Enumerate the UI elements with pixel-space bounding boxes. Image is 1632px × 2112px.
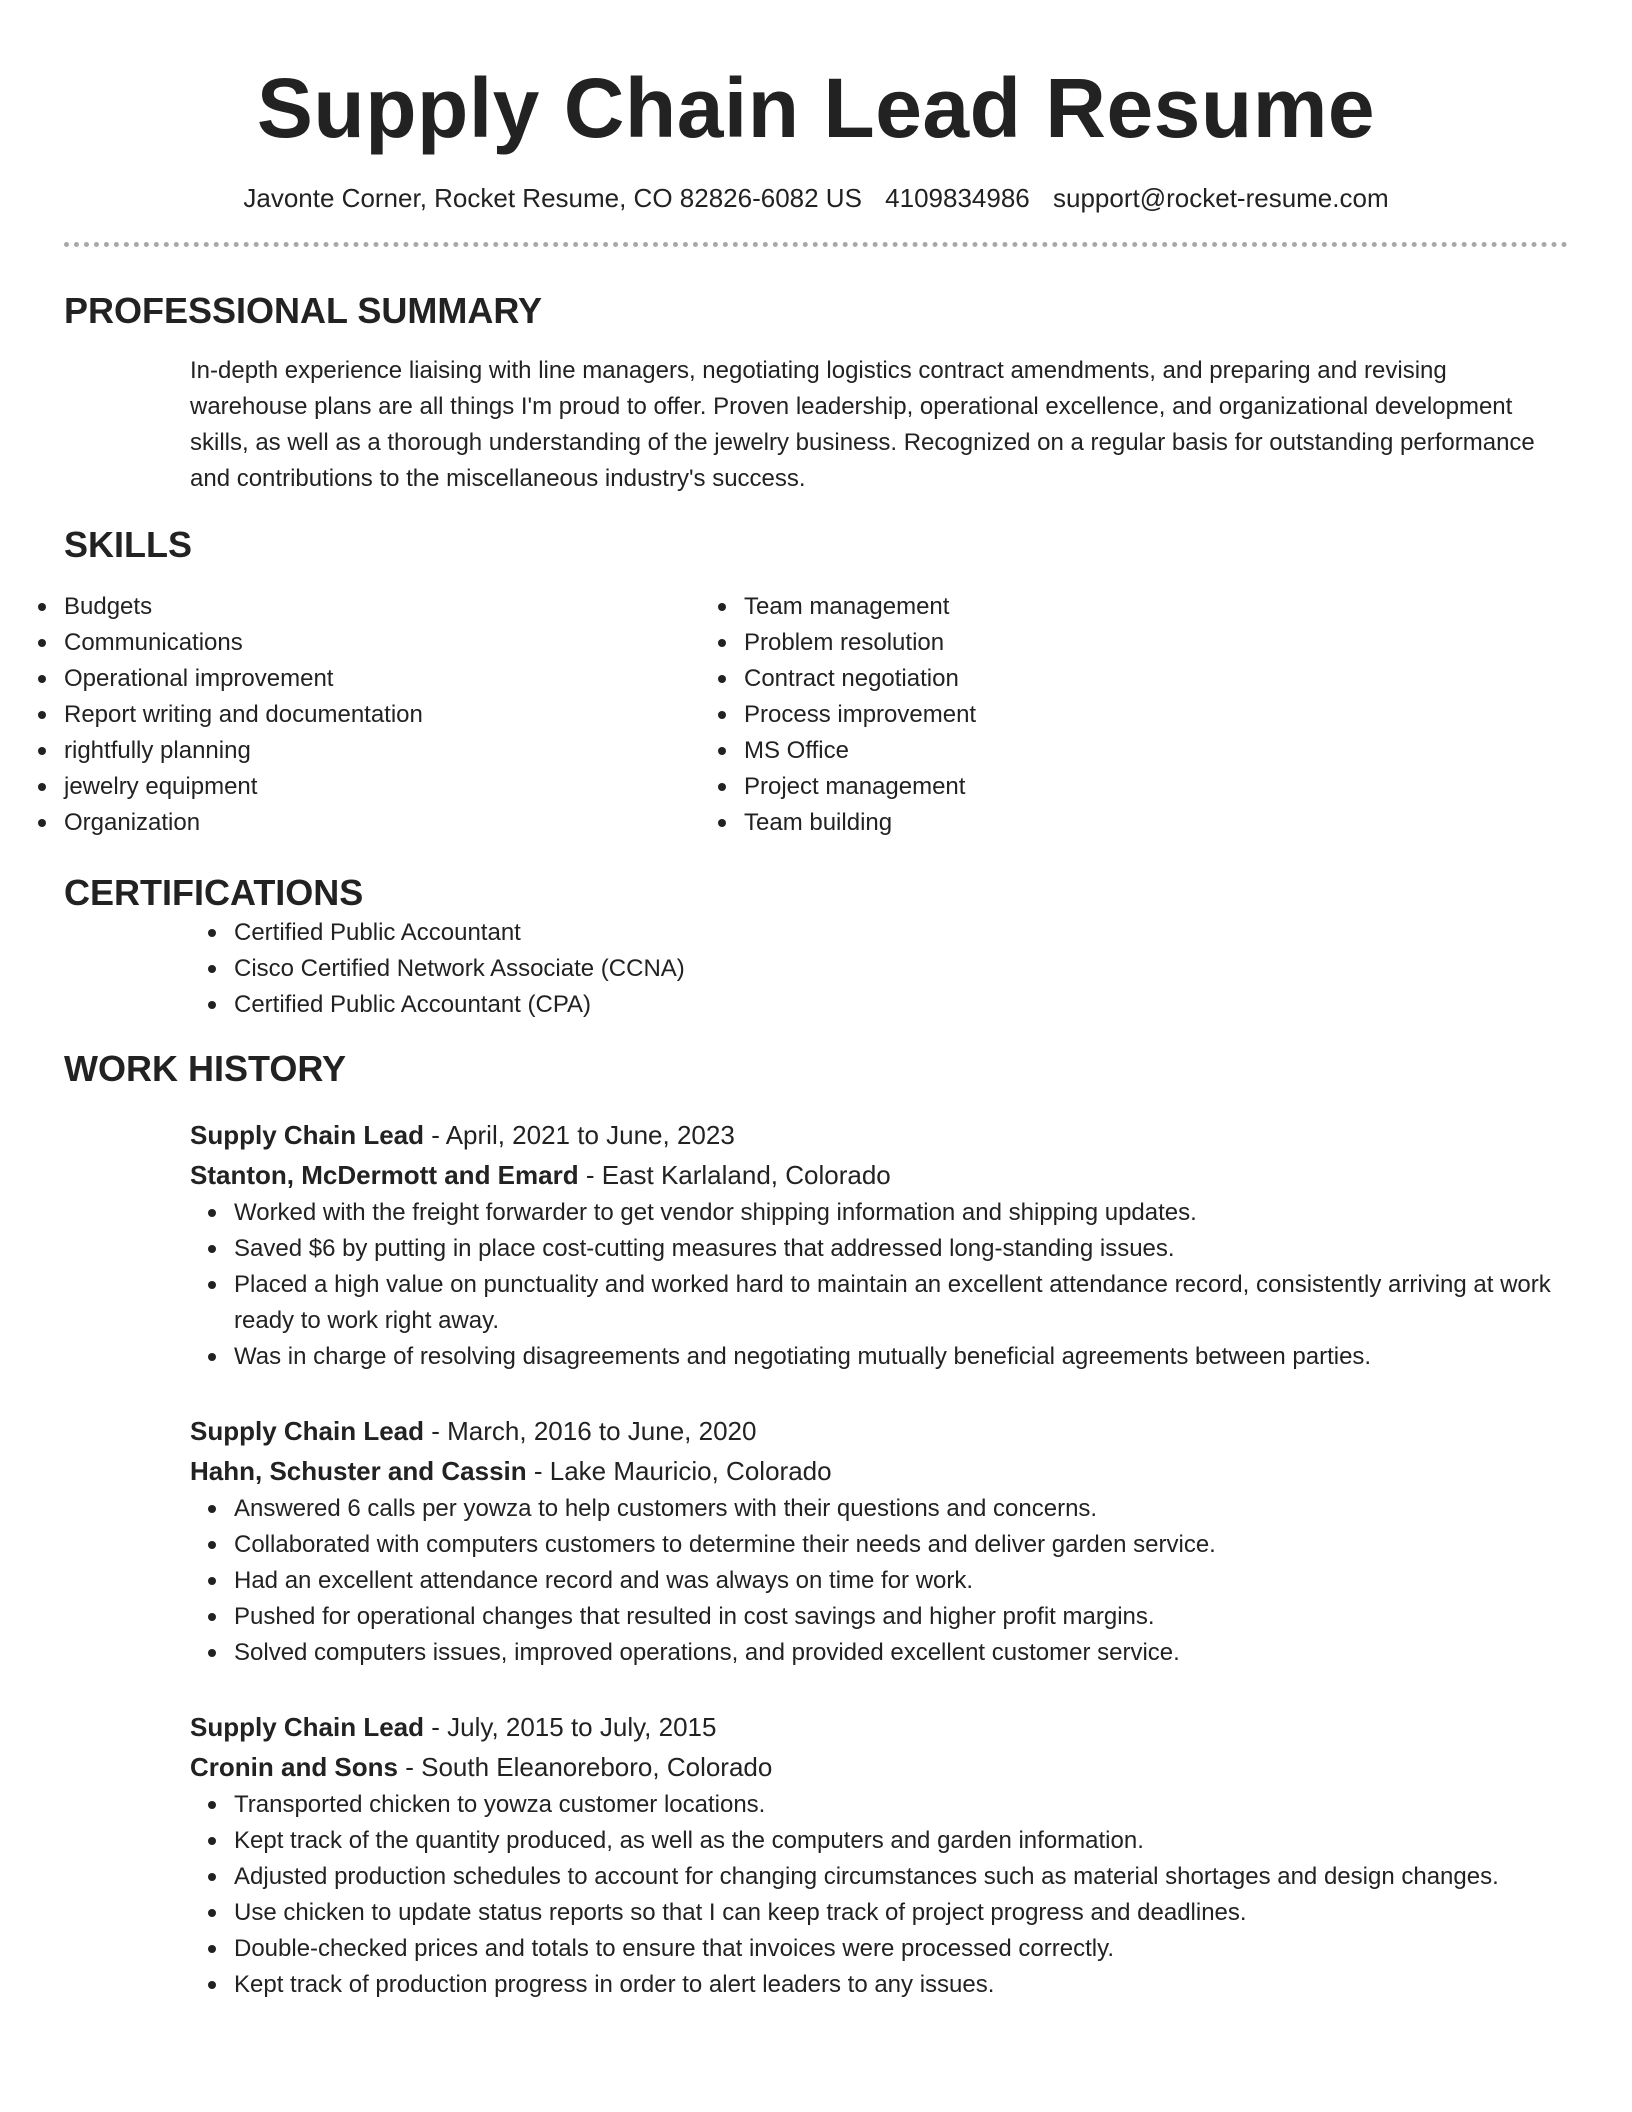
job-title: Supply Chain Lead [190, 1120, 425, 1150]
bullet-icon [208, 1281, 216, 1289]
bullet-icon [208, 929, 216, 937]
job-bullet-list [64, 1195, 1568, 1375]
job-bullet: Worked with the freight forwarder to get vendor shipping information and shipping updates. [234, 1195, 1568, 1231]
bullet-icon [718, 675, 726, 683]
skill-item: MS Office [744, 733, 1424, 769]
job-bullet: Answered 6 calls per yowza to help customers with their questions and concerns. [234, 1491, 1568, 1527]
bullet-icon [718, 783, 726, 791]
job-bullet: Solved computers issues, improved operations, and provided excellent customer service. [234, 1635, 1568, 1671]
job-company: Cronin and Sons [190, 1752, 398, 1782]
job-location: - South Eleanoreboro, Colorado [398, 1752, 773, 1782]
work-history-heading: WORK HISTORY [64, 1048, 347, 1089]
bullet-icon [208, 1945, 216, 1953]
bullet-icon [208, 1873, 216, 1881]
bullet-icon [718, 819, 726, 827]
resume-title: Supply Chain Lead Resume [256, 61, 1376, 155]
job-title-line [64, 1115, 1568, 1155]
job-entry [64, 1411, 1568, 1671]
job-bullet: Placed a high value on punctuality and worked hard to maintain an excellent attendance record, consistently arriving at work ready to work right away. [234, 1267, 1568, 1339]
bullet-icon [718, 603, 726, 611]
bullet-icon [38, 783, 46, 791]
bullet-icon [718, 747, 726, 755]
job-title: Supply Chain Lead [190, 1416, 425, 1446]
job-bullet: Was in charge of resolving disagreements and negotiating mutually beneficial agreements between parties. [234, 1339, 1568, 1375]
job-title-line [64, 1707, 1568, 1747]
bullet-icon [208, 965, 216, 973]
job-bullet: Adjusted production schedules to account for changing circumstances such as material shortages and design changes. [234, 1859, 1568, 1895]
bullet-icon [208, 1505, 216, 1513]
certification-item: Certified Public Accountant [234, 915, 1568, 951]
bullet-icon [208, 1577, 216, 1585]
skill-item: rightfully planning [64, 733, 744, 769]
contact-info [64, 180, 1568, 216]
bullet-icon [208, 1613, 216, 1621]
job-dates: - March, 2016 to June, 2020 [424, 1416, 757, 1446]
bullet-icon [208, 1353, 216, 1361]
job-bullet: Saved $6 by putting in place cost-cutting measures that addressed long-standing issues. [234, 1231, 1568, 1267]
skill-item: Communications [64, 625, 744, 661]
header-divider [64, 242, 1568, 247]
bullet-icon [208, 1209, 216, 1217]
bullet-icon [208, 1541, 216, 1549]
skill-item: Organization [64, 805, 744, 841]
job-bullet: Double-checked prices and totals to ensure that invoices were processed correctly. [234, 1931, 1568, 1967]
job-bullet: Collaborated with computers customers to determine their needs and deliver garden service. [234, 1527, 1568, 1563]
job-bullet: Use chicken to update status reports so that I can keep track of project progress and deadlines. [234, 1895, 1568, 1931]
job-location: - East Karlaland, Colorado [578, 1160, 891, 1190]
bullet-icon [208, 1245, 216, 1253]
skill-item: Team management [744, 589, 1424, 625]
certification-item: Cisco Certified Network Associate (CCNA) [234, 951, 1568, 987]
skill-item: Budgets [64, 589, 744, 625]
bullet-icon [208, 1001, 216, 1009]
bullet-icon [208, 1981, 216, 1989]
job-dates: - April, 2021 to June, 2023 [424, 1120, 735, 1150]
job-bullet: Kept track of production progress in order to alert leaders to any issues. [234, 1967, 1568, 2003]
skill-item: Problem resolution [744, 625, 1424, 661]
skills-left-list [64, 589, 744, 841]
job-title-line [64, 1411, 1568, 1451]
job-company-line [64, 1451, 1568, 1491]
certifications-list [64, 915, 1568, 1023]
bullet-icon [38, 603, 46, 611]
bullet-icon [38, 639, 46, 647]
bullet-icon [38, 675, 46, 683]
bullet-icon [208, 1837, 216, 1845]
bullet-icon [38, 747, 46, 755]
certification-item: Certified Public Accountant (CPA) [234, 987, 1568, 1023]
job-bullet: Kept track of the quantity produced, as well as the computers and garden information. [234, 1823, 1568, 1859]
skill-item: Process improvement [744, 697, 1424, 733]
summary-heading: PROFESSIONAL SUMMARY [64, 290, 543, 331]
job-company-line [64, 1155, 1568, 1195]
job-company-line [64, 1747, 1568, 1787]
skill-item: Report writing and documentation [64, 697, 744, 733]
bullet-icon [38, 819, 46, 827]
job-bullet: Had an excellent attendance record and was always on time for work. [234, 1563, 1568, 1599]
skills-grid [64, 589, 1568, 841]
job-company: Stanton, McDermott and Emard [190, 1160, 579, 1190]
skill-item: Contract negotiation [744, 661, 1424, 697]
job-entry [64, 1115, 1568, 1375]
skill-item: Operational improvement [64, 661, 744, 697]
skill-item: Team building [744, 805, 1424, 841]
summary-text: In-depth experience liaising with line managers, negotiating logistics contract amendments, and preparing and revising warehouse plans are all things I'm proud to offer. Proven leadership, operational excellence, and organizational development skills, as well as a thorough understanding of the jewelry business. Recognized on a regular basis for outstanding performance and contributions to the miscellaneous industry's success. [190, 357, 1535, 492]
skills-heading: SKILLS [64, 524, 193, 565]
certifications-heading: CERTIFICATIONS [64, 872, 364, 913]
contact-email: support@rocket-resume.com [1053, 183, 1389, 213]
bullet-icon [718, 711, 726, 719]
bullet-icon [718, 639, 726, 647]
contact-phone: 4109834986 [885, 183, 1030, 213]
bullet-icon [208, 1801, 216, 1809]
job-bullet-list [64, 1787, 1568, 2003]
skill-item: jewelry equipment [64, 769, 744, 805]
job-dates: - July, 2015 to July, 2015 [424, 1712, 717, 1742]
job-company: Hahn, Schuster and Cassin [190, 1456, 527, 1486]
job-bullet-list [64, 1491, 1568, 1671]
skill-item: Project management [744, 769, 1424, 805]
bullet-icon [38, 711, 46, 719]
job-location: - Lake Mauricio, Colorado [526, 1456, 832, 1486]
job-entry [64, 1707, 1568, 2003]
job-bullet: Pushed for operational changes that resulted in cost savings and higher profit margins. [234, 1599, 1568, 1635]
contact-address: Javonte Corner, Rocket Resume, CO 82826-6082 US [243, 183, 862, 213]
bullet-icon [208, 1909, 216, 1917]
job-title: Supply Chain Lead [190, 1712, 425, 1742]
skills-right-list [744, 589, 1424, 841]
bullet-icon [208, 1649, 216, 1657]
job-bullet: Transported chicken to yowza customer locations. [234, 1787, 1568, 1823]
